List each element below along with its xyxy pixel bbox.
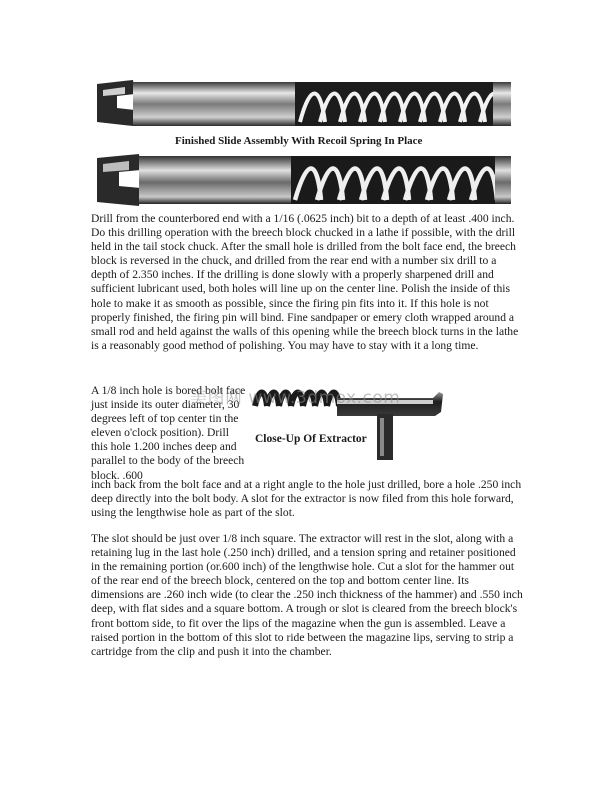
watermark: 美图网 www.3dmox.com (190, 388, 401, 408)
slide-assembly-photo-lower (95, 150, 515, 212)
slide-assembly-caption: Finished Slide Assembly With Recoil Spring In Place (175, 135, 423, 147)
slide-assembly-photo-upper (95, 74, 515, 136)
paragraph-drilling: Drill from the counterbored end with a 1/16 (.0625 inch) bit to a depth of at least .400 inch. Do this drilling operation with the breech block chucked in a lathe if possible, with the drill held in the tail stock chuck. After the small hole is drilled from the bolt face end, the breech block is reversed in the chuck, and drilled from the rear end with a number six drill to a depth of 2.350 inches. If the drilling is done slowly with a properly sharpened drill and sufficient lubricant used, both holes will line up on the center line. Polish the inside of this hole to make it as smooth as possible, since the firing pin fits into it. If this hole is not properly finished, the firing pin will bind. Fine sandpaper or emery cloth wrapped around a small rod and held against the walls of this opening while the breech block turns in the lathe is a reasonably good method of polishing. You may have to stay with it a long time. (91, 212, 519, 352)
paragraph-slot-dimensions: The slot should be just over 1/8 inch square. The extractor will rest in the slot, along with a retaining lug in the last hole (.250 inch) drilled, and a tension spring and retainer positioned in the remaining portion (or.600 inch) of the lengthwise hole. Cut a slot for the hammer out of the rear end of the breech block, centered on the top and bottom center line. Its dimensions are .260 inch wide (to clear the .250 inch thickness of the hammer) and .550 inch deep, with flat sides and a square bottom. A trough or slot is cleared from the breech block's front bottom side, to fit over the lips of the magazine when the gun is assembled. Leave a raised portion in the bottom of this slot to ride between the magazine lips, serving to strip a cartridge from the clip and push it into the chamber. (91, 532, 523, 658)
paragraph-extractor-hole-wrap: A 1/8 inch hole is bored bolt face just inside its outer diameter, 30 degrees left of top center tin the eleven o'clock position). Drill this hole 1.200 inches deep and parallel to the body of the breech block. .600 (91, 384, 246, 482)
extractor-caption: Close-Up Of Extractor (255, 433, 367, 445)
paragraph-extractor-hole: inch back from the bolt face and at a right angle to the hole just drilled, bore a hole .250 inch deep directly into the bolt body. A slot for the extractor is now filed from this hole forward, using the lengthwise hole as part of the slot. (91, 478, 522, 520)
